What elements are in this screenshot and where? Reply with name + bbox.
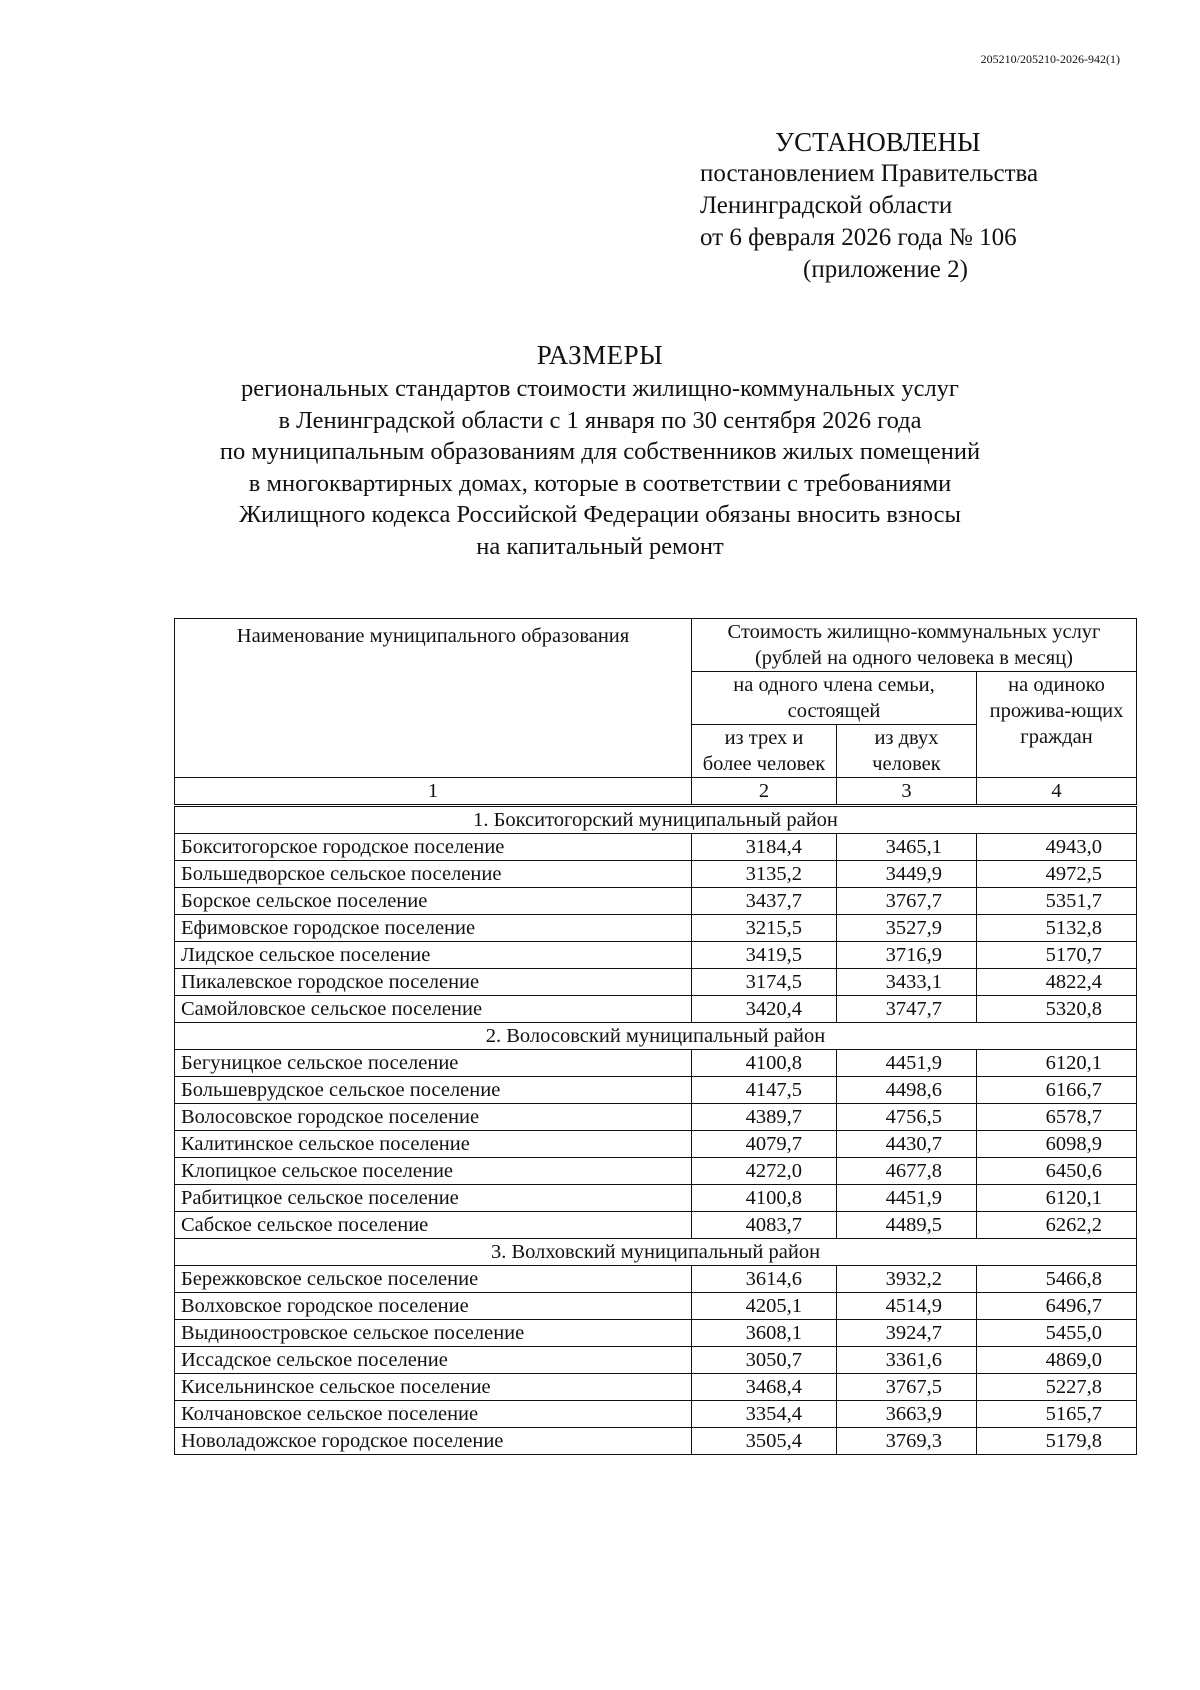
value-three-or-more: 4147,5 bbox=[692, 1077, 837, 1104]
value-three-or-more: 3608,1 bbox=[692, 1320, 837, 1347]
district-header-row bbox=[175, 1239, 1137, 1266]
municipality-name: Ефимовское городское поселение bbox=[175, 915, 692, 942]
value-single-residents: 6262,2 bbox=[977, 1212, 1137, 1239]
header-three-or-more: из трех и более человек bbox=[692, 725, 837, 778]
subtitle-line: в многоквартирных домах, которые в соответствии с требованиями bbox=[248, 469, 952, 497]
value-two-persons: 3769,3 bbox=[837, 1428, 977, 1455]
municipality-name: Бегуницкое сельское поселение bbox=[175, 1050, 692, 1077]
value-single-residents: 6578,7 bbox=[977, 1104, 1137, 1131]
table-row bbox=[175, 861, 1137, 888]
table-row bbox=[175, 996, 1137, 1023]
header-family-group: на одного члена семьи, состоящей bbox=[692, 672, 977, 725]
value-two-persons: 3361,6 bbox=[837, 1347, 977, 1374]
document-title: РАЗМЕРЫ bbox=[536, 340, 664, 370]
value-three-or-more: 3505,4 bbox=[692, 1428, 837, 1455]
value-two-persons: 4498,6 bbox=[837, 1077, 977, 1104]
municipality-name: Иссадское сельское поселение bbox=[175, 1347, 692, 1374]
district-header-row bbox=[175, 806, 1137, 834]
municipality-name: Сабское сельское поселение bbox=[175, 1212, 692, 1239]
approval-stamp bbox=[700, 126, 1180, 286]
value-single-residents: 4972,5 bbox=[977, 861, 1137, 888]
municipality-name: Борское сельское поселение bbox=[175, 888, 692, 915]
value-three-or-more: 3468,4 bbox=[692, 1374, 837, 1401]
municipality-name: Калитинское сельское поселение bbox=[175, 1131, 692, 1158]
header-two-persons: из двух человек bbox=[837, 725, 977, 778]
municipality-name: Кисельнинское сельское поселение bbox=[175, 1374, 692, 1401]
header-name-column: Наименование муниципального образования bbox=[175, 619, 692, 778]
value-three-or-more: 3050,7 bbox=[692, 1347, 837, 1374]
value-two-persons: 3465,1 bbox=[837, 834, 977, 861]
header-cost-group: Стоимость жилищно-коммунальных услуг (рублей на одного человека в месяц) bbox=[692, 619, 1137, 672]
municipality-name: Новоладожское городское поселение bbox=[175, 1428, 692, 1455]
table-row bbox=[175, 942, 1137, 969]
municipality-name: Пикалевское городское поселение bbox=[175, 969, 692, 996]
value-three-or-more: 4100,8 bbox=[692, 1185, 837, 1212]
value-three-or-more: 4100,8 bbox=[692, 1050, 837, 1077]
municipality-name: Большедворское сельское поселение bbox=[175, 861, 692, 888]
value-three-or-more: 4205,1 bbox=[692, 1293, 837, 1320]
value-two-persons: 3924,7 bbox=[837, 1320, 977, 1347]
value-two-persons: 4489,5 bbox=[837, 1212, 977, 1239]
value-two-persons: 4451,9 bbox=[837, 1050, 977, 1077]
municipality-name: Бережковское сельское поселение bbox=[175, 1266, 692, 1293]
district-name: 1. Бокситогорский муниципальный район bbox=[175, 806, 1137, 834]
district-name: 2. Волосовский муниципальный район bbox=[175, 1023, 1137, 1050]
value-three-or-more: 3215,5 bbox=[692, 915, 837, 942]
value-single-residents: 5227,8 bbox=[977, 1374, 1137, 1401]
value-single-residents: 5320,8 bbox=[977, 996, 1137, 1023]
subtitle-line: Жилищного кодекса Российской Федерации обязаны вносить взносы bbox=[239, 501, 961, 528]
value-three-or-more: 3614,6 bbox=[692, 1266, 837, 1293]
table-row bbox=[175, 888, 1137, 915]
value-two-persons: 4430,7 bbox=[837, 1131, 977, 1158]
district-header-row bbox=[175, 1023, 1137, 1050]
value-single-residents: 4943,0 bbox=[977, 834, 1137, 861]
table-row bbox=[175, 1293, 1137, 1320]
value-single-residents: 5466,8 bbox=[977, 1266, 1137, 1293]
municipality-name: Волосовское городское поселение bbox=[175, 1104, 692, 1131]
value-two-persons: 3716,9 bbox=[837, 942, 977, 969]
value-two-persons: 3767,7 bbox=[837, 888, 977, 915]
value-three-or-more: 4389,7 bbox=[692, 1104, 837, 1131]
value-two-persons: 3767,5 bbox=[837, 1374, 977, 1401]
table-row bbox=[175, 1077, 1137, 1104]
municipality-name: Волховское городское поселение bbox=[175, 1293, 692, 1320]
value-single-residents: 4822,4 bbox=[977, 969, 1137, 996]
column-number: 3 bbox=[837, 778, 977, 806]
header-single-residents: на одиноко прожива-ющих граждан bbox=[977, 672, 1137, 778]
value-three-or-more: 4079,7 bbox=[692, 1131, 837, 1158]
municipality-name: Лидское сельское поселение bbox=[175, 942, 692, 969]
table-row bbox=[175, 1347, 1137, 1374]
value-single-residents: 6450,6 bbox=[977, 1158, 1137, 1185]
value-three-or-more: 3174,5 bbox=[692, 969, 837, 996]
table-row bbox=[175, 969, 1137, 996]
value-single-residents: 6166,7 bbox=[977, 1077, 1137, 1104]
table-row bbox=[175, 1212, 1137, 1239]
value-two-persons: 3527,9 bbox=[837, 915, 977, 942]
subtitle-line: на капитальный ремонт bbox=[476, 532, 724, 560]
column-number: 2 bbox=[692, 778, 837, 806]
value-single-residents: 5179,8 bbox=[977, 1428, 1137, 1455]
table-row bbox=[175, 1104, 1137, 1131]
value-three-or-more: 3420,4 bbox=[692, 996, 837, 1023]
value-single-residents: 5351,7 bbox=[977, 888, 1137, 915]
value-single-residents: 5455,0 bbox=[977, 1320, 1137, 1347]
value-two-persons: 3449,9 bbox=[837, 861, 977, 888]
table-row bbox=[175, 834, 1137, 861]
subtitle-line: в Ленинградской области с 1 января по 30 сентября 2026 года bbox=[278, 406, 922, 434]
approval-line: УСТАНОВЛЕНЫ bbox=[775, 127, 981, 157]
table-row bbox=[175, 1401, 1137, 1428]
value-two-persons: 3747,7 bbox=[837, 996, 977, 1023]
cost-standards-table bbox=[174, 618, 1137, 1455]
municipality-name: Колчановское сельское поселение bbox=[175, 1401, 692, 1428]
municipality-name: Выдиноостровское сельское поселение bbox=[175, 1320, 692, 1347]
municipality-name: Рабитицкое сельское поселение bbox=[175, 1185, 692, 1212]
value-single-residents: 5165,7 bbox=[977, 1401, 1137, 1428]
table-row bbox=[175, 1266, 1137, 1293]
value-three-or-more: 3135,2 bbox=[692, 861, 837, 888]
value-single-residents: 5170,7 bbox=[977, 942, 1137, 969]
value-single-residents: 6098,9 bbox=[977, 1131, 1137, 1158]
value-two-persons: 4677,8 bbox=[837, 1158, 977, 1185]
approval-line: (приложение 2) bbox=[803, 256, 968, 283]
table-row bbox=[175, 1320, 1137, 1347]
value-single-residents: 4869,0 bbox=[977, 1347, 1137, 1374]
value-three-or-more: 3437,7 bbox=[692, 888, 837, 915]
document-id: 205210/205210-2026-942(1) bbox=[980, 52, 1120, 66]
table-row bbox=[175, 915, 1137, 942]
value-single-residents: 6120,1 bbox=[977, 1050, 1137, 1077]
value-three-or-more: 3419,5 bbox=[692, 942, 837, 969]
subtitle-line: региональных стандартов стоимости жилищно-коммунальных услуг bbox=[240, 375, 959, 402]
table-row bbox=[175, 1131, 1137, 1158]
municipality-name: Бокситогорское городское поселение bbox=[175, 834, 692, 861]
value-two-persons: 3433,1 bbox=[837, 969, 977, 996]
value-two-persons: 4756,5 bbox=[837, 1104, 977, 1131]
value-three-or-more: 3184,4 bbox=[692, 834, 837, 861]
document-subtitle bbox=[0, 373, 1200, 562]
value-three-or-more: 4083,7 bbox=[692, 1212, 837, 1239]
value-single-residents: 6120,1 bbox=[977, 1185, 1137, 1212]
value-two-persons: 4514,9 bbox=[837, 1293, 977, 1320]
value-two-persons: 3932,2 bbox=[837, 1266, 977, 1293]
table-row bbox=[175, 1158, 1137, 1185]
column-number: 1 bbox=[175, 778, 692, 806]
approval-line: Ленинградской области bbox=[700, 192, 953, 219]
district-name: 3. Волховский муниципальный район bbox=[175, 1239, 1137, 1266]
municipality-name: Клопицкое сельское поселение bbox=[175, 1158, 692, 1185]
subtitle-line: по муниципальным образованиям для собственников жилых помещений bbox=[219, 438, 981, 465]
table-body bbox=[175, 806, 1137, 1455]
value-two-persons: 3663,9 bbox=[837, 1401, 977, 1428]
value-three-or-more: 4272,0 bbox=[692, 1158, 837, 1185]
value-two-persons: 4451,9 bbox=[837, 1185, 977, 1212]
value-three-or-more: 3354,4 bbox=[692, 1401, 837, 1428]
municipality-name: Большеврудское сельское поселение bbox=[175, 1077, 692, 1104]
value-single-residents: 6496,7 bbox=[977, 1293, 1137, 1320]
approval-line: постановлением Правительства bbox=[700, 160, 1039, 187]
table-row bbox=[175, 1050, 1137, 1077]
table-row bbox=[175, 1185, 1137, 1212]
value-single-residents: 5132,8 bbox=[977, 915, 1137, 942]
table-row bbox=[175, 1428, 1137, 1455]
approval-line: от 6 февраля 2026 года № 106 bbox=[700, 224, 1017, 251]
municipality-name: Самойловское сельское поселение bbox=[175, 996, 692, 1023]
table-row bbox=[175, 1374, 1137, 1401]
column-number: 4 bbox=[977, 778, 1137, 806]
